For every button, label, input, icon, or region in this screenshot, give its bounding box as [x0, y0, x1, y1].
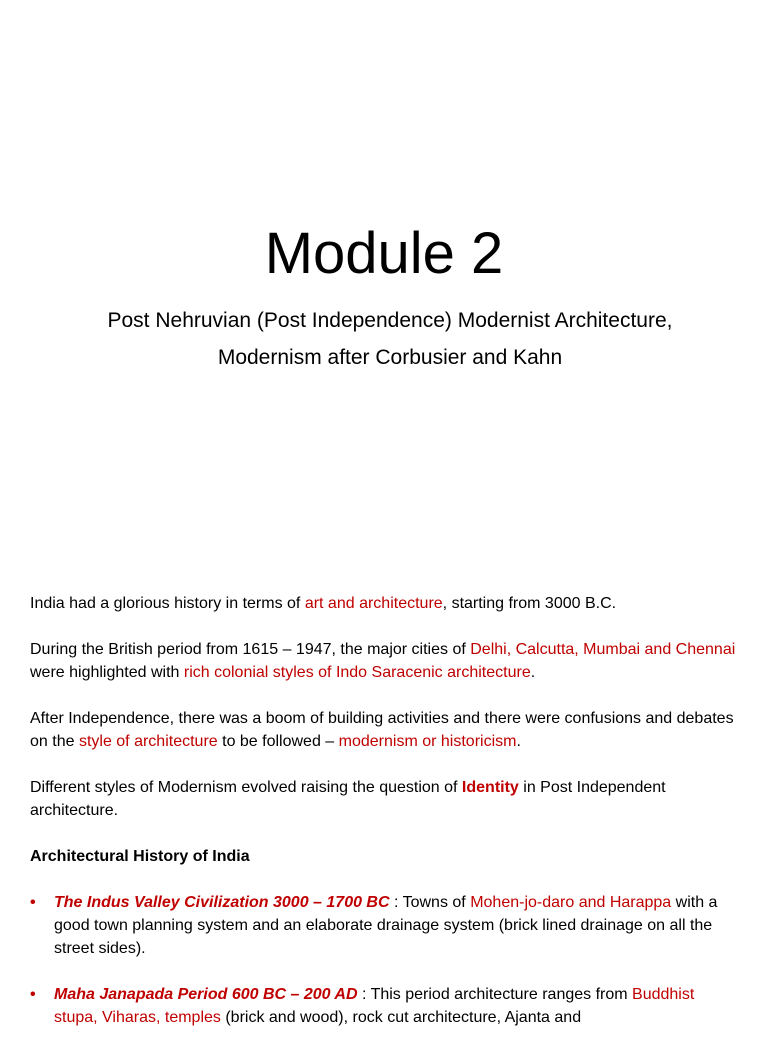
body-content — [30, 592, 742, 1052]
subtitle-line-1: Post Nehruvian (Post Independence) Modernist Architecture, — [107, 309, 673, 332]
text-segment: India had a glorious history in terms of — [30, 595, 305, 612]
highlighted-text: art and architecture — [304, 595, 443, 612]
highlighted-text: style of architecture — [78, 733, 218, 750]
paragraph — [30, 592, 742, 615]
text-segment: with a good town planning system and an elaborate drainage system (brick lined drainage on all the street sides). — [54, 894, 718, 957]
bullet-list — [30, 891, 742, 1029]
text-segment: During the British period from 1615 – 1947, the major cities of — [30, 641, 471, 658]
highlighted-text: Buddhist stupa, Viharas, temples — [54, 986, 695, 1026]
text-segment: After Independence, there was a boom of building activities and there were confusions and debates on the — [30, 710, 734, 750]
highlighted-text: Mohen-jo-daro and Harappa — [470, 894, 672, 911]
text-segment: : This period architecture ranges from — [357, 986, 633, 1003]
highlighted-text: Maha Janapada Period 600 BC – 200 AD — [54, 986, 358, 1003]
subtitle-line-2: Modernism after Corbusier and Kahn — [217, 346, 563, 369]
text-segment: to be followed – — [217, 733, 339, 750]
slide-title: Module 2 — [264, 221, 504, 286]
bullet-point-icon: • — [30, 986, 36, 1003]
text-segment: in Post Independent architecture. — [30, 779, 666, 819]
text-segment: . — [530, 664, 536, 681]
paragraph — [30, 776, 742, 822]
text-segment: were highlighted with — [30, 664, 184, 681]
text-segment: (brick and wood), rock cut architecture, Ajanta and — [220, 1009, 582, 1026]
highlighted-text: Delhi, Calcutta, Mumbai and Chennai — [470, 641, 736, 658]
slide-subtitle — [40, 302, 740, 376]
text-segment: Different styles of Modernism evolved raising the question of — [30, 779, 462, 796]
text-segment: . — [516, 733, 521, 750]
bullet-point-icon: • — [30, 894, 36, 911]
highlighted-text: The Indus Valley Civilization 3000 – 1700 BC — [54, 894, 390, 911]
section-heading: Architectural History of India — [30, 848, 250, 865]
text-segment: : Towns of — [389, 894, 471, 911]
bullet-item — [30, 891, 742, 960]
paragraph — [30, 638, 742, 684]
paragraph — [30, 707, 742, 753]
paragraph-list — [30, 592, 742, 822]
highlighted-text: modernism or historicism — [338, 733, 517, 750]
highlighted-text: rich colonial styles of Indo Saracenic architecture — [183, 664, 531, 681]
text-segment: , starting from 3000 B.C. — [442, 595, 617, 612]
highlighted-text: Identity — [461, 779, 519, 796]
bullet-item — [30, 983, 742, 1029]
